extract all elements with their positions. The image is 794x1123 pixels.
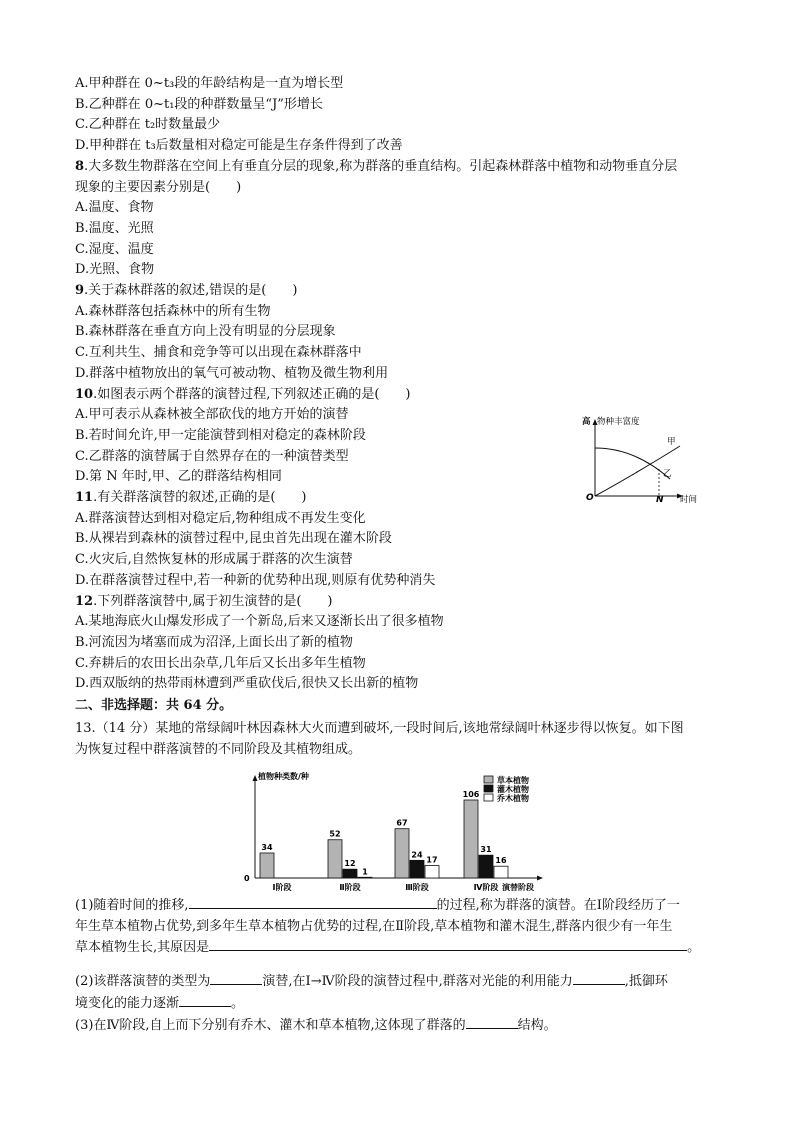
q12-option-c: C.弃耕后的农田长出杂草,几年后又长出多年生植物	[75, 655, 366, 671]
q11-stem-text: .有关群落演替的叙述,正确的是( )	[93, 490, 307, 506]
q10-option-b: B.若时间允许,甲一定能演替到相对稳定的森林阶段	[75, 427, 366, 443]
q10-option-d: D.第 N 年时,甲、乙的群落结构相同	[75, 469, 282, 485]
category-label: Ⅱ阶段	[339, 883, 361, 892]
q9-option-d: D.群落中植物放出的氧气可被动物、植物及微生物利用	[75, 365, 389, 381]
q12-option-d: D.西双版纳的热带雨林遭到严重砍伐后,很快又长出新的植物	[75, 676, 419, 692]
q8-option-b: B.温度、光照	[75, 220, 154, 236]
q8-stem-line1: .大多数生物群落在空间上有垂直分层的现象,称为群落的垂直结构。引起森林群落中植物和动物垂直分层	[84, 158, 678, 174]
q13-blank-6[interactable]	[466, 1015, 518, 1029]
succession-bar-chart	[240, 770, 560, 892]
chart-marks	[260, 790, 508, 892]
q9-stem-text: .关于森林群落的叙述,错误的是( )	[84, 283, 298, 299]
bar-value-label: 52	[329, 829, 341, 839]
q9-option-c: C.互利共生、捕食和竞争等可以出现在森林群落中	[75, 345, 362, 361]
legend-label: 乔木植物	[497, 794, 529, 803]
q8-stem	[75, 157, 725, 178]
q9-stem	[75, 281, 725, 302]
q11-option-a: A.群落演替达到相对稳定后,物种组成不再发生变化	[75, 510, 366, 526]
q13-part2-text-b: 演替,在Ⅰ→Ⅳ阶段的演替过程中,群落对光能的利用能力	[262, 974, 573, 990]
q11-number: 11	[75, 490, 94, 506]
q7-option-d: D.甲种群在 t₃后数量相对稳定可能是生存条件得到了改善	[75, 138, 403, 154]
q13-subquestions	[75, 895, 725, 1036]
q7-option-a: A.甲种群在 0~t₃段的年龄结构是一直为增长型	[75, 76, 344, 91]
curve-jia-label: 甲	[667, 437, 676, 447]
q9-number: 9	[75, 283, 85, 299]
bar-herb-1	[260, 853, 274, 878]
origin-label: O	[586, 493, 594, 503]
q12-stem-text: .下列群落演替中,属于初生演替的是( )	[93, 593, 333, 609]
q13-part1-line1	[75, 895, 725, 917]
bar-value-label: 106	[462, 790, 480, 799]
y-axis-high-label: 高	[582, 417, 591, 427]
chart-legend	[484, 775, 529, 803]
q13-part2-line1	[75, 971, 725, 993]
bar-value-label: 16	[495, 856, 507, 866]
section-heading: 二、非选择题：共 64 分。	[75, 698, 233, 714]
chart-y-label: 植物种类数/种	[258, 772, 309, 781]
q13-intro	[75, 719, 725, 740]
q11-option-d: D.在群落演替过程中,若一种新的优势种出现,则原有优势种消失	[75, 572, 436, 588]
q13-intro-line1: .（14 分）某地的常绿阔叶林因森林大火而遭到破坏,一段时间后,该地常绿阔叶林逐步得以恢复。如下图	[91, 720, 684, 736]
bar-value-label: 17	[426, 855, 438, 865]
category-label: Ⅰ阶段	[272, 883, 292, 892]
q12-option-a: A.某地海底火山爆发形成了一个新岛,后来又逐渐长出了很多植物	[75, 614, 444, 630]
legend-swatch	[484, 776, 493, 783]
q10-stem-text: .如图表示两个群落的演替过程,下列叙述正确的是( )	[93, 386, 411, 402]
q13-part2-text-a: (2)该群落演替的类型为	[75, 974, 211, 990]
bar-value-label: 34	[261, 842, 273, 852]
chart-y-axis-arrow	[253, 775, 258, 781]
q13-part1-line2: 年生草本植物占优势,到多年生草本植物占优势的过程,在Ⅱ阶段,草本植物和灌木混生,群落内很少有一年生	[75, 918, 673, 934]
q13-number: 13	[75, 720, 92, 736]
q7-option-b: B.乙种群在 0~t₁段的种群数量呈“J”形增长	[75, 96, 323, 112]
q8-option-a: A.温度、食物	[75, 200, 154, 216]
n-label: N	[656, 495, 664, 504]
q13-blank-4[interactable]	[573, 971, 625, 985]
q8-number: 8	[75, 158, 85, 174]
q12-number: 12	[75, 593, 94, 609]
q11-option-b: B.从裸岩到森林的演替过程中,昆虫首先出现在灌木阶段	[75, 531, 392, 547]
category-label: Ⅳ阶段	[473, 883, 499, 892]
q13-part1-text-d: 草本植物生长,其原因是	[75, 940, 210, 956]
spacer	[75, 959, 725, 971]
q13-part2-text-e: 。	[231, 995, 245, 1011]
chart-x-axis-arrow	[537, 876, 543, 881]
curve-yi-label: 乙	[663, 469, 672, 479]
bar-herb-4	[464, 800, 478, 878]
bar-tree-2	[358, 877, 372, 878]
q10-number: 10	[75, 386, 94, 402]
bar-shrub-2	[343, 869, 357, 878]
bar-tree-4	[494, 866, 508, 878]
q13-blank-3[interactable]	[210, 971, 262, 985]
q11-option-c: C.火灾后,自然恢复林的形成属于群落的次生演替	[75, 552, 353, 568]
q8-option-c: C.湿度、温度	[75, 241, 154, 257]
bar-tree-3	[425, 865, 439, 878]
q10-option-a: A.甲可表示从森林被全部砍伐的地方开始的演替	[75, 407, 349, 423]
q9-option-b: B.森林群落在垂直方向上没有明显的分层现象	[75, 324, 336, 340]
q13-part2-text-d: 境变化的能力逐渐	[75, 995, 180, 1011]
q13-part3-text-b: 结构。	[517, 1017, 557, 1033]
category-label: Ⅲ阶段	[405, 883, 429, 892]
bar-value-label: 1	[362, 867, 368, 877]
q10-stem	[75, 385, 725, 406]
q13-part1-line3	[75, 937, 725, 959]
bar-shrub-3	[410, 860, 424, 878]
legend-label: 草本植物	[497, 776, 529, 785]
legend-swatch	[484, 785, 493, 792]
bar-herb-2	[328, 840, 342, 878]
succession-curve-figure	[580, 412, 710, 504]
bar-herb-3	[395, 829, 409, 878]
q9-option-a: A.森林群落包括森林中的所有生物	[75, 303, 271, 319]
q10-option-c: C.乙群落的演替属于自然界存在的一种演替类型	[75, 448, 349, 464]
q13-blank-5[interactable]	[179, 993, 231, 1007]
y-axis-label: 物种丰富度	[597, 417, 640, 427]
q13-part1-text-b: 的过程,称为群落的演替。在Ⅰ阶段经历了一	[436, 898, 680, 913]
chart-y-origin: 0	[244, 874, 250, 883]
legend-swatch	[484, 794, 493, 801]
q13-part1-text-e: 。	[687, 940, 701, 956]
q13-part3-text-a: (3)在Ⅳ阶段,自上而下分别有乔木、灌木和草本植物,这体现了群落的	[75, 1017, 466, 1033]
q13-part3-line1	[75, 1015, 725, 1037]
bar-value-label: 67	[396, 818, 408, 828]
q13-part2-text-c: ,抵御环	[624, 974, 668, 990]
q12-stem	[75, 592, 725, 613]
q7-option-c: C.乙种群在 t₂时数量最少	[75, 117, 221, 133]
q13-part1-text-a: (1)随着时间的推移,	[75, 898, 189, 913]
bar-value-label: 31	[480, 845, 492, 855]
q13-intro-line2: 为恢复过程中群落演替的不同阶段及其植物组成。	[75, 741, 362, 757]
x-axis-label: 时间	[680, 495, 698, 504]
legend-label: 灌木植物	[497, 785, 529, 794]
q12-option-b: B.河流因为堵塞而成为沼泽,上面长出了新的植物	[75, 634, 353, 650]
bar-shrub-4	[479, 855, 493, 878]
q8-option-d: D.光照、食物	[75, 262, 155, 278]
q13-blank-1[interactable]	[189, 895, 437, 909]
bar-value-label: 24	[411, 850, 423, 860]
q8-stem-line2: 现象的主要因素分别是( )	[75, 179, 242, 195]
q13-blank-2[interactable]	[209, 937, 687, 951]
chart-x-label: 演替阶段	[502, 883, 534, 892]
q13-part2-line2	[75, 993, 725, 1015]
bar-value-label: 12	[344, 859, 356, 869]
